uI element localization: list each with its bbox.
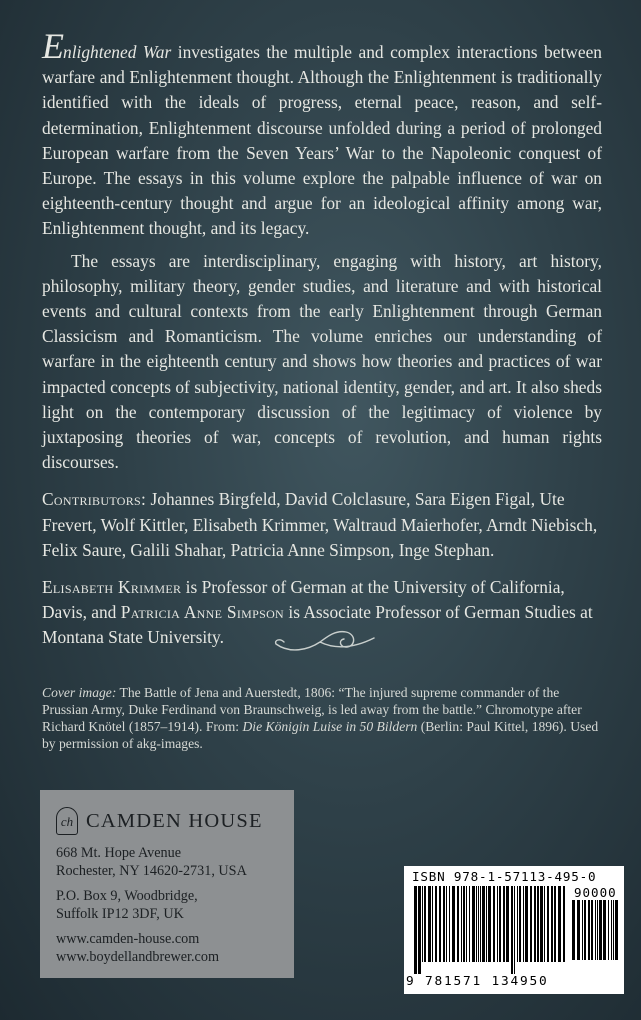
barcode-bar [577,900,580,960]
barcode-bar [466,886,467,962]
barcode-bar [525,886,528,962]
barcode-bar [472,886,475,962]
barcode-bar [435,886,437,962]
barcode-bar [432,886,433,962]
barcode-bar [534,886,536,962]
barcode-bar [599,900,602,960]
editor-bio-text-2: is Associate Professor of German Studies at Montana State University. [42,602,593,648]
barcode-bar [418,886,421,974]
barcode-bar [584,900,586,960]
ean-barcode-bars [414,886,566,974]
barcode-bar [446,886,447,962]
cover-credit-label: Cover image: [42,685,117,700]
barcode-bar [428,886,431,962]
barcode-bar [551,886,553,962]
barcode-bar [452,886,455,962]
editor-1-name: Elisabeth Krimmer [42,577,182,598]
barcode-bar [463,886,465,962]
barcode-bar [478,886,479,962]
barcode-bar [503,886,505,962]
description-text-1: investigates the multiple and complex interactions between warfare and Enlightenment thought. Although the Enlightenment is traditionally identified with the ideals of progress, eternal peace, reason, and self-determination, Enlightenment discourse unfolded during a period of prolonged European warfare from the Seven Years’ War to the Napoleonic conquest of Europe. The essays in this volume explore the palpable influence of war on eighteenth-century thought and argue for an ideological affinity among war, Enlightenment thought, and its legacy. [42,42,602,239]
barcode-bar [591,900,593,960]
cover-credit-book-title: Die Königin Luise in 50 Bildern [242,719,418,734]
barcode-bar [615,900,618,960]
back-cover-description [42,26,602,651]
barcode-bar [506,886,509,962]
barcode-bar [597,900,598,960]
description-paragraph-2: The essays are interdisciplinary, engaging with history, art history, philosophy, military theory, gender studies, and literature and with historical events and cultural contexts from the early Enlightenment through German Classicism and Romanticism. The volume enriches our understanding of warfare in the eighteenth century and shows how theories and practices of war impacted concepts of subjectivity, national identity, gender, and art. It also sheds light on the contemporary discussion of the legitimacy of violence by juxtaposing theories of war, concepts of revolution, and human rights discourses. [42,250,602,473]
website-link-2[interactable]: www.boydellandbrewer.com [56,949,219,965]
barcode-bar [603,900,606,960]
barcode-bar [519,886,521,962]
barcode-bar [443,886,445,962]
isbn-label: ISBN 978-1-57113-495-0 [412,869,597,884]
editor-bio-text-1: is Professor of German at the University of California, Davis, and [42,577,565,623]
barcode-bar [476,886,477,962]
barcode-bar [558,886,561,962]
cover-credit-text-2: (Berlin: Paul Kittel, 1896). Used by permission of akg-images. [42,719,599,751]
barcode-bar [482,886,485,962]
description-paragraph-1 [42,26,602,242]
addon-barcode-bars [572,900,622,972]
address-us-line-1: 668 Mt. Hope Avenue [56,845,182,861]
cover-credit-text-1: The Battle of Jena and Auerstedt, 1806: “The injured supreme commander of the Prussian Army, Duke Ferdinand von Braunschweig, is led away from the battle.” Chromotype after Richard Knötel (1857–1914). From: [42,685,582,734]
barcode-bar [511,886,513,974]
contributors-names: Johannes Birgfeld, David Colclasure, Sara Eigen Figal, Ute Frevert, Wolf Kittler, Elisabeth Krimmer, Waltraud Maierhofer, Arndt Niebisch, Felix Saure, Galili Shahar, Patricia Anne Simpson, Inge Stephan. [42,489,598,560]
barcode-bar [595,900,596,960]
barcode-bar [588,900,590,960]
address-uk-line-2: Suffolk IP12 3DF, UK [56,906,184,922]
barcode-bar [544,886,545,962]
barcode-bar [469,886,470,962]
editor-2-name: Patricia Anne Simpson [120,602,285,623]
contributors-list [42,487,602,563]
barcode-bar [488,886,491,962]
isbn-barcode [404,866,624,994]
contributors-label: Contributors: [42,489,147,510]
barcode-bar [540,886,543,962]
address-us-line-2: Rochester, NY 14620-2731, USA [56,863,247,879]
ean-digits: 9 781571 134950 [406,974,549,989]
barcode-bar [497,886,498,962]
barcode-bar [554,886,556,962]
barcode-bar [613,900,614,960]
publisher-logo [56,806,263,836]
barcode-bar [572,900,575,960]
publisher-websites [56,930,219,966]
barcode-bar [514,886,515,974]
website-link-1[interactable]: www.camden-house.com [56,931,200,947]
price-code: 90000 [574,885,617,900]
barcode-bar [523,886,524,962]
barcode-bar [611,900,612,960]
book-title: nlightened War [63,42,172,62]
barcode-bar [537,886,539,962]
barcode-bar [530,886,532,962]
barcode-bar [486,886,487,962]
barcode-bar [414,886,417,974]
barcode-bar [499,886,501,962]
barcode-bar [480,886,481,962]
cover-image-credit [42,684,602,752]
publisher-name: CAMDEN HOUSE [86,809,263,832]
barcode-bar [547,886,549,962]
publisher-address-us [56,844,247,880]
barcode-bar [563,886,565,962]
barcode-bar [449,886,450,962]
barcode-bar [461,886,462,962]
flourish-ornament-icon [270,620,380,660]
publisher-address-uk [56,887,198,923]
address-uk-line-1: P.O. Box 9, Woodbridge, [56,888,198,904]
barcode-bar [493,886,495,962]
barcode-bar [517,886,518,962]
barcode-bar [582,900,583,960]
camden-house-logo-icon: ch [56,807,78,835]
publisher-info-box [40,790,294,978]
barcode-bar [424,886,426,962]
barcode-bar [422,886,423,962]
barcode-bar [439,886,441,962]
barcode-bar [608,900,609,960]
drop-cap: E [42,26,63,66]
barcode-bar [457,886,459,962]
